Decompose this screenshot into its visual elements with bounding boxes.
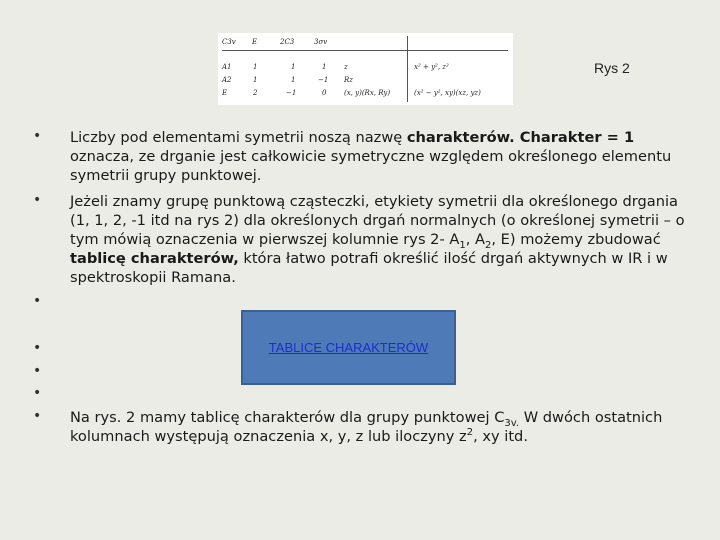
table-header-2c3: 2C3 [280,38,295,46]
table-row-label: A1 [222,63,232,71]
table-cell: 1 [253,63,258,71]
table-cell: −1 [318,76,329,84]
figure-caption: Rys 2 [594,60,630,76]
table-cell: 1 [253,76,258,84]
table-header-e: E [252,38,258,46]
bullet-icon: • [33,192,42,208]
table-header-3sv: 3σv [314,38,328,46]
bullet-icon: • [33,363,42,379]
bullet-icon: • [33,293,42,309]
table-cell: 2 [253,89,258,97]
bullet-icon: • [33,385,42,401]
table-cell: (x, y)(Rx, Ry) [344,89,391,97]
table-row-label: E [222,89,228,97]
bullet-text-characters: Liczby pod elementami symetrii noszą nazwę charakterów. Charakter = 1 oznacza, ze drganie jest całkowicie symetryczne względem określonego elementu symetrii grupy punktowej. [70,129,672,184]
table-column-divider [407,36,408,102]
table-cell: −1 [286,89,297,97]
character-tables-link[interactable]: TABLICE CHARAKTERÓW [268,340,429,355]
bullet-icon: • [33,340,42,356]
table-cell: 1 [291,76,296,84]
table-header-divider [222,50,508,51]
table-cell: 1 [291,63,296,71]
bullet-text-character-table: Jeżeli znamy grupę punktową cząsteczki, etykiety symetrii dla określonego drgania (1, 1, 2, -1 itd na rys 2) dla określonych drgań normalnych (o określonej symetrii – o tym mówią oznaczenia w pierwszej kolumnie rys 2- $A_1$, $A_2$, E) możemy zbudować tablicę charakterów, która łatwo potrafi określić ilość drgań aktywnych w IR i w spektroskopii Ramana. [70,193,685,286]
table-cell: 0 [322,89,327,97]
table-cell: (x² − y², xy)(xz, yz) [414,89,481,97]
character-tables-link-box[interactable] [241,310,456,385]
table-cell: x² + y², z² [414,63,449,71]
bullet-icon: • [33,408,42,424]
bullet-icon: • [33,128,42,144]
table-header-group: C3v [222,38,236,46]
bullet-text-c3v: Na rys. 2 mamy tablicę charakterów dla grupy punktowej $C_{3v.}$ W dwóch ostatnich kolumnach występują oznaczenia x, y, z lub iloczyny $z^2$, xy itd. [70,409,663,445]
table-row-label: A2 [222,76,232,84]
table-cell: Rz [344,76,353,84]
table-cell: 1 [322,63,327,71]
table-cell: z [344,63,348,71]
character-table-image [218,33,513,105]
